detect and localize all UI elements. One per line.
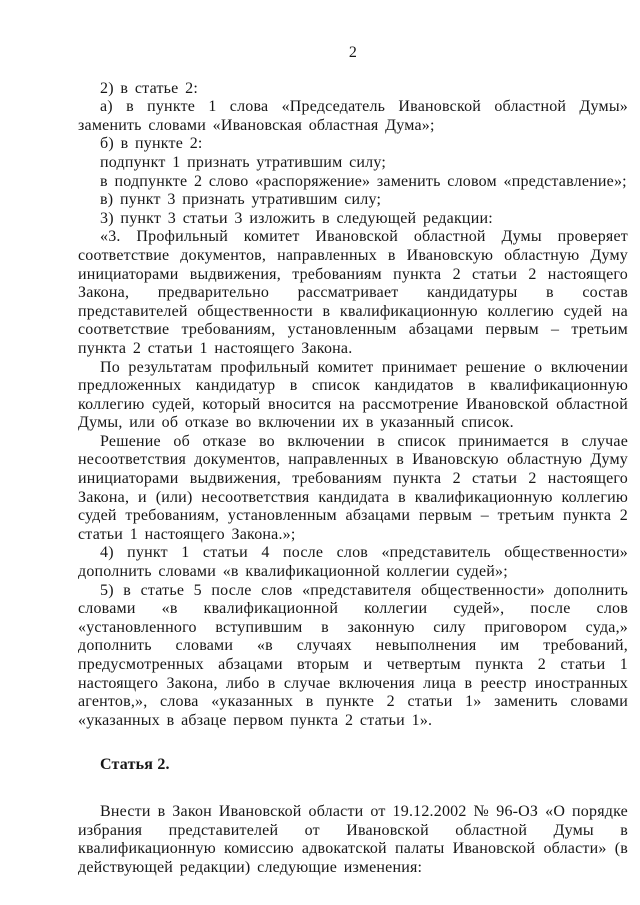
paragraph: Внести в Закон Ивановской области от 19.12.2002 № 96-ОЗ «О порядке избрания представителей от Ивановской областной Думы в квалификационную комиссию адвокатской палаты Ивановской области» (в действующей редакции) следующие изменения: (78, 802, 628, 876)
page-number: 2 (348, 44, 358, 61)
paragraph: 2) в статье 2: (100, 79, 198, 97)
paragraph: б) в пункте 2: (100, 135, 203, 153)
paragraph: 3) пункт 3 статьи 3 изложить в следующей редакции: (100, 209, 493, 227)
paragraph: в) пункт 3 признать утратившим силу; (100, 191, 382, 209)
paragraph: Решение об отказе во включении в список принимается в случае несоответствия документов, направленных в Ивановскую областную Думу инициаторами выдвижения, требованиям пункта 2 статьи 2 настоящего Закона, и (или) несоответствия кандидата в квалификационную коллегию судей требованиям, установленным абзацами первым – третьим пункта 2 статьи 1 настоящего Закона.»; (78, 432, 628, 543)
paragraph: По результатам профильный комитет принимает решение о включении предложенных кандидатур в список кандидатов в квалификационную коллегию судей, который вносится на рассмотрение Ивановской областной Думы, или об отказе во включении их в указанный список. (78, 358, 628, 432)
paragraph: 4) пункт 1 статьи 4 после слов «представитель общественности» дополнить словами «в квалификационной коллегии судей»; (78, 544, 628, 581)
paragraph: а) в пункте 1 слова «Председатель Ивановской областной Думы» заменить словами «Ивановская областная Дума»; (78, 98, 628, 134)
paragraph: 5) в статье 5 после слов «представителя общественности» дополнить словами «в квалификационной коллегии судей», после слов «установленного вступившим в законную силу приговором суда,» дополнить словами «в случаях невыполнения им требований, предусмотренных абзацами вторым и четвертым пункта 2 статьи 1 настоящего Закона, либо в случае включения лица в реестр иностранных агентов,», слова «указанных в пункте 2 статьи 1» заменить словами «указанных в абзаце первом пункта 2 статьи 1». (78, 581, 628, 729)
article-heading: Статья 2. (100, 756, 170, 774)
paragraph: «3. Профильный комитет Ивановской областной Думы проверяет соответствие документов, направленных в Ивановскую областную Думу инициаторами выдвижения, требованиям пункта 2 статьи 2 настоящего Закона, предварительно рассматривает кандидатуры в состав представителей общественности в квалификационную коллегию судей на соответствие требованиям, установленным абзацами первым – третьим пункта 2 статьи 1 настоящего Закона. (78, 228, 628, 357)
paragraph: подпункт 1 признать утратившим силу; (100, 153, 386, 171)
paragraph: в подпункте 2 слово «распоряжение» заменить словом «представление»; (100, 172, 627, 190)
document-body (78, 80, 628, 878)
